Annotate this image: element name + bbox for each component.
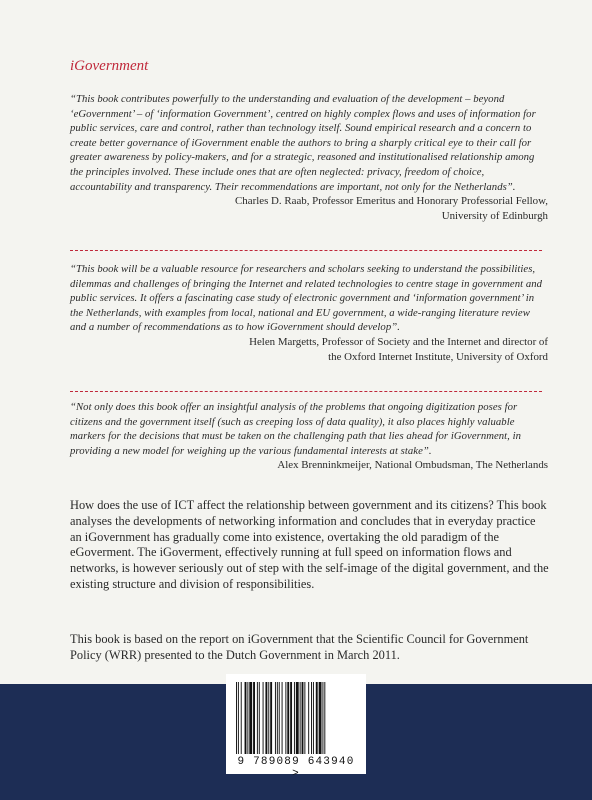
review-quote-2	[70, 262, 548, 364]
quote-text: “This book contributes powerfully to the understanding and evaluation of the development – beyond ‘eGovernment’ – of ‘information Government’, centred on highly complex flows and uses of information for public services, care and control, rather than technology itself. Sound empirical research and a concern to create better governance of iGovernment enable the authors to bring a sharply critical eye to their call for greater awareness by policy-makers, and for a strategic, reasoned and institutionalised relationship among the principles involved. These include ones that are often neglected: privacy, freedom of choice, accountability and transparency. Their recommendations are important, not only for the Netherlands”.	[70, 93, 536, 193]
quote-attribution-affiliation: the Oxford Internet Institute, University of Oxford	[328, 350, 548, 363]
quote-text: “Not only does this book offer an insightful analysis of the problems that ongoing digitization poses for citizens and the government itself (such as creeping loss of data quality), it also places highly valuable markers for the decisions that must be taken on the challenging path that lies ahead for iGovernment, in providing a new model for weighing up the various fundamental interests at stake”.	[70, 401, 522, 457]
dashed-divider	[70, 391, 542, 392]
dashed-divider	[70, 250, 542, 251]
quote-attribution: Alex Brenninkmeijer, National Ombudsman, The Netherlands	[277, 459, 548, 472]
quote-text: “This book will be a valuable resource for researchers and scholars seeking to understand the possibilities, dilemmas and challenges of bringing the Internet and related technologies to centre stage in government and public services. It offers a fascinating case study of electronic government and ‘information government’ in the Netherlands, with examples from local, national and EU government, a wide-ranging literature review and a number of recommendations as to how iGovernment should develop”.	[70, 263, 543, 334]
quote-attribution: Helen Margetts, Professor of Society and the Internet and director of	[249, 335, 548, 348]
review-quote-3	[70, 400, 548, 473]
description-paragraph-1: How does the use of ICT affect the relationship between government and its citizens? This book analyses the developments of networking information and concludes that in everyday practice an iGovernment has gradually come into existence, overtaking the old paradigm of the eGoverment. The iGoverment, effectively running at full speed on information flows and networks, is however seriously out of step with the self-image of the digital government, and the existing structure and division of responsibilities.	[70, 498, 549, 591]
book-title: iGovernment	[70, 58, 149, 74]
review-quote-1	[70, 92, 548, 223]
quote-attribution-affiliation: University of Edinburgh	[441, 209, 548, 222]
description-paragraph-2: This book is based on the report on iGovernment that the Scientific Council for Government Policy (WRR) presented to the Dutch Government in March 2011.	[70, 632, 529, 662]
isbn-barcode	[226, 674, 366, 780]
isbn-number: 9 789089 643940 >	[237, 756, 355, 780]
barcode-icon	[234, 682, 358, 756]
quote-attribution: Charles D. Raab, Professor Emeritus and Honorary Professorial Fellow,	[235, 195, 548, 208]
